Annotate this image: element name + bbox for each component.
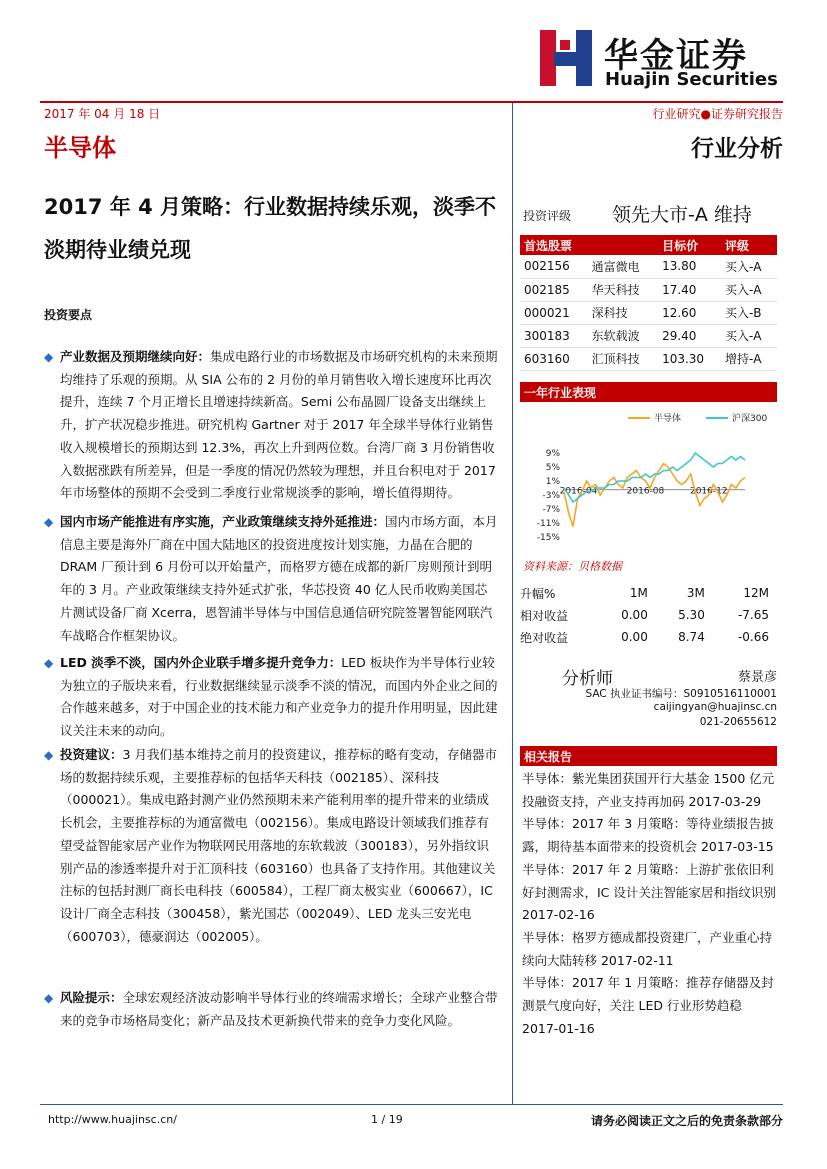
chart-source: 资料来源：贝格数据	[523, 560, 622, 573]
analyst-label: 分析师	[562, 669, 613, 689]
table-row	[520, 301, 777, 324]
analyst-email[interactable]: caijingyan@huajinsc.cn	[653, 701, 777, 713]
bullet-heading: 国内市场产能推进有序实施，产业政策继续支持外延推进：	[60, 514, 386, 529]
diamond-bullet-icon: ◆	[44, 748, 54, 762]
bullet-domestic-market	[44, 511, 499, 647]
row-label: 相对收益	[520, 608, 569, 623]
x-tick-label: 2016-08	[626, 486, 665, 497]
target-price: 29.40	[658, 324, 721, 347]
stock-rating: 增持-A	[721, 347, 777, 370]
industry-performance-chart	[520, 403, 777, 553]
column-header: 3M	[686, 586, 705, 600]
x-tick-label: 2016-12	[689, 486, 728, 497]
footer-divider	[40, 1104, 783, 1105]
stock-code: 603160	[520, 347, 588, 370]
bullet-text: 集成电路行业的市场数据及市场研究机构的未来预期均维持了乐观的预期。从 SIA 公布的 2 月份的单月销售收入增长速度环比再次提升，连续 7 个月正增长且增速持续新高。Semi 公布晶圆厂设备支出继续上升，扩产状况稳步推进。研究机构 Gartner 对于 2017 年全球半导体行业销售收入规模增长的预期达到 12.3%，再次上升到两位数。台湾厂商 3 月份销售收入数据涨跌有所差异，但是一季度的情况仍然较为理想，并且台积电对于 2017 年市场整体的预期不会受到二季度行业常规淡季的影响，增长值得期待。	[60, 349, 498, 501]
column-header: 升幅%	[520, 586, 556, 601]
footer-disclaimer: 请务必阅读正文之后的免责条款部分	[590, 1114, 783, 1128]
y-tick-label: 9%	[545, 449, 560, 459]
stock-code: 000021	[520, 301, 588, 324]
bullet-text: 3 月我们基本维持之前月的投资建议，推荐标的略有变动，存储器市场的数据持续乐观，主要推荐标的包括华天科技（002185）、深科技（000021）。集成电路封测产业仍然预期未来产能利用率的提升带来的业绩成长机会，主要推荐标的为通富微电（002156）。集成电路设计领域我们推荐有望受益智能家居产业作为物联网民用落地的东软载波（300183），另外指纹识别产品的渗透率提升对于汇顶科技（603160）也具备了支持作用。其他建议关注标的包括封测厂商长电科技（600584），工程厂商太极实业（600667），IC 设计厂商全志科技（300458），紫光国芯（002049）、LED 龙头三安光电（600703），德豪润达（002005）。	[60, 747, 497, 944]
related-report-item[interactable]: 半导体：2017 年 3 月策略：等待业绩报告披露，期待基本面带来的投资机会 2017-03-15	[522, 816, 774, 855]
y-tick-label: -11%	[536, 519, 560, 529]
rating-value: 领先大市-A 维持	[612, 204, 752, 226]
bullet-heading: 投资建议：	[60, 747, 123, 762]
target-price: 12.60	[658, 301, 721, 324]
stock-rating: 买入-A	[721, 255, 777, 278]
cell-value: 5.30	[678, 608, 705, 622]
table-row	[520, 604, 777, 626]
y-tick-label: 5%	[545, 463, 560, 473]
row-label: 绝对收益	[520, 630, 569, 645]
performance-table	[520, 582, 777, 648]
bullet-investment-advice	[44, 744, 499, 948]
huajin-logo-icon	[540, 30, 592, 86]
column-divider	[512, 103, 513, 1105]
cell-value: 0.00	[621, 630, 648, 644]
table-row	[520, 626, 777, 648]
bullet-risk	[44, 987, 499, 1032]
footer-url[interactable]: http://www.huajinsc.cn/	[48, 1113, 177, 1126]
y-tick-label: -15%	[536, 533, 560, 543]
stock-rating: 买入-A	[721, 324, 777, 347]
stock-name: 东软载波	[588, 324, 658, 347]
diamond-bullet-icon: ◆	[44, 991, 54, 1005]
diamond-bullet-icon: ◆	[44, 656, 54, 670]
cell-value: 8.74	[678, 630, 705, 644]
related-report-item[interactable]: 半导体：紫光集团获国开行大基金 1500 亿元投融资支持，产业支持再加码 2017-03-29	[522, 771, 775, 809]
column-header: 目标价	[658, 235, 721, 255]
table-header-row	[520, 582, 777, 604]
stock-name: 汇顶科技	[588, 347, 658, 370]
table-row	[520, 347, 777, 370]
legend-label: 沪深300	[732, 414, 768, 424]
bullet-text: 国内市场方面，本月信息主要是海外厂商在中国大陆地区的投资进度按计划实施，力晶在合肥的 DRAM 厂预计到 6 月份可以开始量产，而格罗方德在成都的新厂房则预计到明年的 3 月。产业政策继续支持外延式扩张，华芯投资 40 亿人民币收购美国芯片测试设备厂商 Xcerra，恩智浦半导体与中国信息通信研究院签署智能网联汽车战略合作框架协议。	[60, 514, 498, 643]
related-report-item[interactable]: 半导体：格罗方德成都投资建厂，产业重心持续向大陆转移 2017-02-11	[522, 929, 773, 968]
report-title-line2: 淡期待业绩兑现	[44, 238, 191, 262]
report-series: 行业研究●证券研究报告	[652, 107, 783, 121]
stock-code: 002185	[520, 278, 588, 301]
bullet-led	[44, 652, 499, 743]
column-header: 首选股票	[520, 235, 658, 255]
cell-value: 0.00	[621, 608, 648, 622]
column-header: 评级	[721, 235, 777, 255]
chart-section-title: 一年行业表现	[520, 382, 777, 402]
bullet-text: LED 板块作为半导体行业较为独立的子版块来看，行业数据继续显示淡季不淡的情况，而国内外企业之间的合作越来越多，对于中国企业的技术能力和产业竞争力的提升作用明显，因此建议关注未来的动向。	[60, 655, 498, 739]
stock-name: 华天科技	[588, 278, 658, 301]
stock-code: 300183	[520, 324, 588, 347]
analyst-name: 蔡景彦	[737, 670, 777, 685]
column-header: 1M	[629, 586, 648, 600]
bullet-industry-data	[44, 346, 499, 505]
cell-value: -7.65	[737, 608, 769, 622]
report-title	[44, 186, 504, 272]
bullet-text: 全球宏观经济波动影响半导体行业的终端需求增长；全球产业整合带来的竞争市场格局变化；新产品及技术更新换代带来的竞争力变化风险。	[60, 990, 498, 1028]
analyst-cert: SAC 执业证书编号：S0910516110001	[585, 688, 777, 700]
cell-value: -0.66	[737, 630, 769, 644]
preferred-stocks-table	[520, 235, 777, 371]
related-report-item[interactable]: 半导体：2017 年 2 月策略：上游扩张依旧利好封测需求，IC 设计关注智能家居和指纹识别 2017-02-16	[522, 861, 776, 923]
table-header-row	[520, 235, 777, 255]
rating-label: 投资评级	[523, 209, 572, 223]
y-tick-label: -3%	[542, 491, 560, 501]
page-number: 1 / 19	[371, 1113, 403, 1126]
stock-rating: 买入-A	[721, 278, 777, 301]
related-reports-list	[522, 768, 777, 1040]
y-tick-label: 1%	[545, 477, 560, 487]
key-points-heading: 投资要点	[44, 308, 93, 322]
header-divider	[40, 101, 783, 103]
report-title-line1: 2017 年 4 月策略：行业数据持续乐观，淡季不	[44, 195, 496, 219]
analyst-phone: 021-20655612	[699, 716, 777, 728]
bullet-heading: LED 淡季不淡，国内外企业联手增多提升竞争力：	[60, 655, 342, 670]
table-row	[520, 255, 777, 278]
stock-name: 深科技	[588, 301, 658, 324]
table-row	[520, 278, 777, 301]
brand-name-en: Huajin Securities	[605, 69, 778, 90]
stock-code: 002156	[520, 255, 588, 278]
diamond-bullet-icon: ◆	[44, 515, 54, 529]
related-reports-title: 相关报告	[520, 746, 777, 766]
legend-label: 半导体	[654, 414, 682, 424]
x-tick-label: 2016-04	[559, 486, 598, 497]
column-header: 12M	[743, 586, 769, 600]
report-type: 行业分析	[691, 136, 783, 162]
bullet-heading: 产业数据及预期继续向好：	[60, 349, 211, 364]
table-row	[520, 324, 777, 347]
y-tick-label: -7%	[542, 505, 560, 515]
target-price: 103.30	[658, 347, 721, 370]
related-report-item[interactable]: 半导体：2017 年 1 月策略：推荐存储器及封测景气度向好，关注 LED 行业形势趋稳 2017-01-16	[522, 975, 774, 1036]
bullet-heading: 风险提示：	[60, 990, 123, 1005]
target-price: 13.80	[658, 255, 721, 278]
report-date: 2017 年 04 月 18 日	[44, 107, 161, 121]
stock-name: 通富微电	[588, 255, 658, 278]
diamond-bullet-icon: ◆	[44, 350, 54, 364]
stock-rating: 买入-B	[721, 301, 777, 324]
brand-name-cn: 华金证券	[604, 36, 748, 76]
industry-topic: 半导体	[44, 134, 116, 162]
target-price: 17.40	[658, 278, 721, 301]
